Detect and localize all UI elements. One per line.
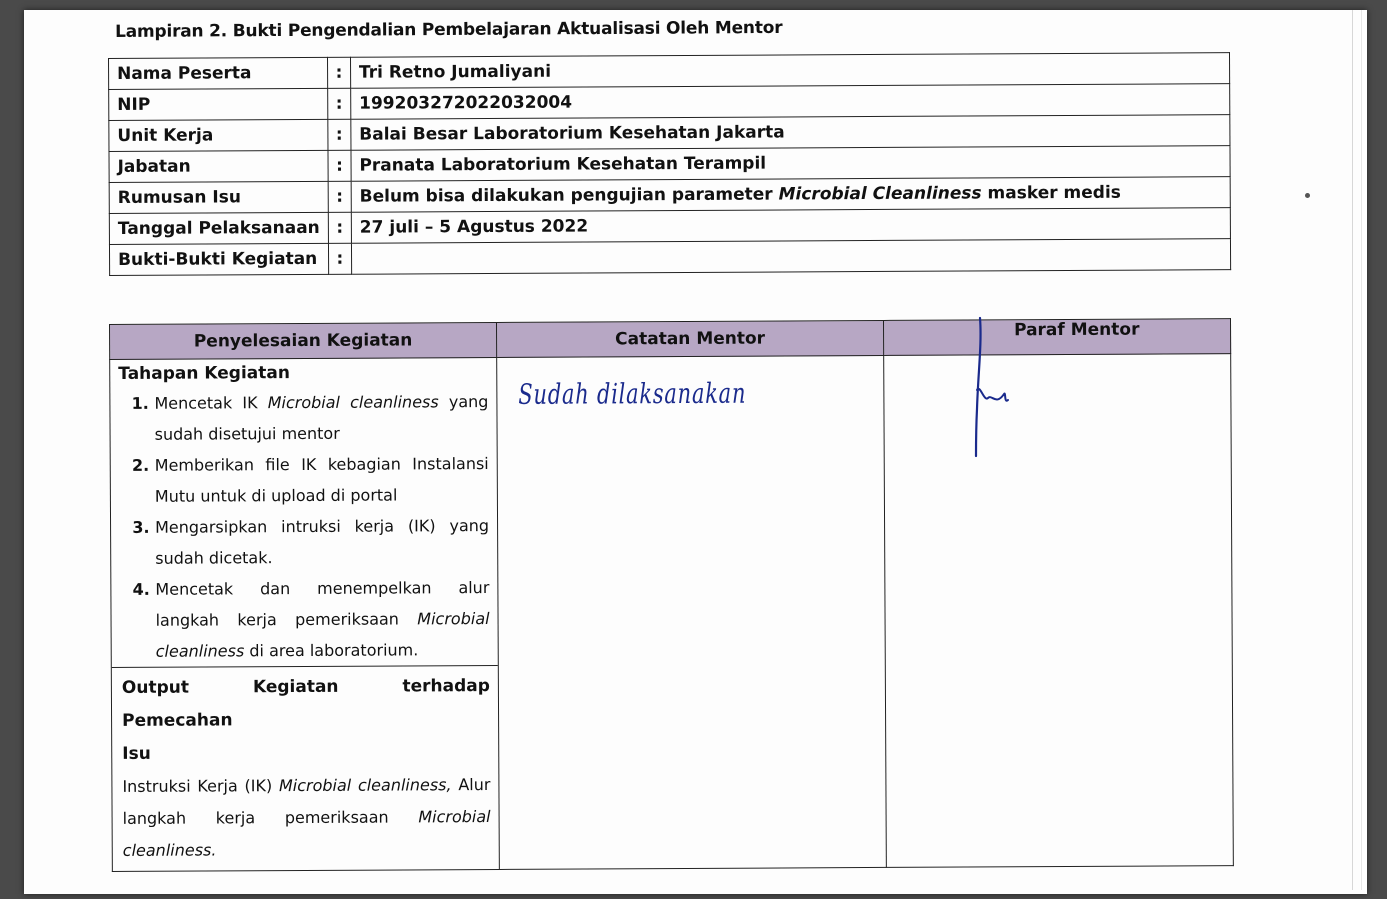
info-label: Bukti-Bukti Kegiatan <box>109 243 328 275</box>
page-edge-line <box>1352 10 1353 890</box>
step-text: Mencetak IK <box>154 393 268 413</box>
info-value <box>351 177 1230 213</box>
penyelesaian-cell <box>110 357 500 871</box>
info-value: Tri Retno Jumaliyani <box>350 53 1229 89</box>
output-heading: Isu <box>122 743 151 764</box>
step-text: di area laboratorium. <box>244 640 419 661</box>
mentor-signature <box>960 314 1020 464</box>
list-item <box>155 510 489 574</box>
output-italic: Microbial cleanliness, <box>278 775 452 796</box>
info-label: NIP <box>109 88 328 120</box>
catatan-cell <box>497 355 887 869</box>
activity-table <box>109 318 1234 872</box>
step-text: yang sudah disetujui mentor <box>154 392 489 444</box>
step-italic: Microbial cleanliness <box>155 609 490 661</box>
tahapan-heading: Tahapan Kegiatan <box>118 363 290 384</box>
info-colon: : <box>328 181 351 212</box>
output-section <box>112 665 499 871</box>
page-edge-line <box>1361 10 1362 890</box>
step-italic: Microbial cleanliness <box>267 392 439 413</box>
list-item <box>155 448 489 512</box>
output-italic: Microbial cleanliness. <box>122 807 491 860</box>
handwritten-mentor-note: Sudah dilaksanakan <box>518 376 747 411</box>
step-text: Mengarsipkan intruksi kerja (IK) yang sudah dicetak. <box>155 516 490 568</box>
info-colon: : <box>328 243 351 274</box>
info-value-text: Belum bisa dilakukan pengujian parameter <box>359 184 779 207</box>
info-label: Unit Kerja <box>109 119 328 151</box>
header-penyelesaian: Penyelesaian Kegiatan <box>110 322 497 359</box>
info-label: Jabatan <box>109 150 328 182</box>
tahapan-section <box>110 358 498 667</box>
info-colon: : <box>328 212 351 243</box>
output-heading: Output Kegiatan terhadap Pemecahan <box>121 676 490 731</box>
participant-info-table <box>108 52 1231 276</box>
scan-speck <box>1305 193 1310 198</box>
info-value: Balai Besar Laboratorium Kesehatan Jakarta <box>351 115 1230 151</box>
info-row <box>109 239 1230 276</box>
info-value: 199203272022032004 <box>351 84 1230 120</box>
header-paraf: Paraf Mentor <box>883 319 1230 356</box>
step-text: Mencetak dan menempelkan alur langkah kerja pemeriksaan <box>155 578 490 630</box>
info-value: 27 juli – 5 Agustus 2022 <box>351 208 1230 244</box>
info-colon: : <box>327 57 350 88</box>
header-catatan: Catatan Mentor <box>496 320 883 357</box>
step-text: Memberikan file IK kebagian Instalansi Mutu untuk di upload di portal <box>154 454 489 506</box>
activity-table-body <box>110 354 1234 872</box>
document-title: Lampiran 2. Bukti Pengendalian Pembelajaran Aktualisasi Oleh Mentor <box>115 17 783 42</box>
info-value-text: masker medis <box>981 182 1121 204</box>
info-label: Rumusan Isu <box>109 181 328 213</box>
info-label: Tanggal Pelaksanaan <box>109 212 328 244</box>
activity-table-header <box>110 319 1231 360</box>
output-text-part: Instruksi Kerja (IK) <box>122 776 279 796</box>
info-label: Nama Peserta <box>109 57 328 89</box>
tahapan-list <box>118 386 489 667</box>
paraf-cell <box>884 354 1234 868</box>
info-colon: : <box>328 119 351 150</box>
list-item <box>155 572 489 667</box>
info-colon: : <box>328 150 351 181</box>
output-text-part: Alur langkah kerja pemeriksaan <box>122 775 491 828</box>
info-value <box>351 239 1230 275</box>
info-colon: : <box>328 88 351 119</box>
list-item <box>154 386 488 450</box>
info-value-italic: Microbial Cleanliness <box>778 183 982 205</box>
info-value: Pranata Laboratorium Kesehatan Terampil <box>351 146 1230 182</box>
output-text <box>122 769 490 867</box>
